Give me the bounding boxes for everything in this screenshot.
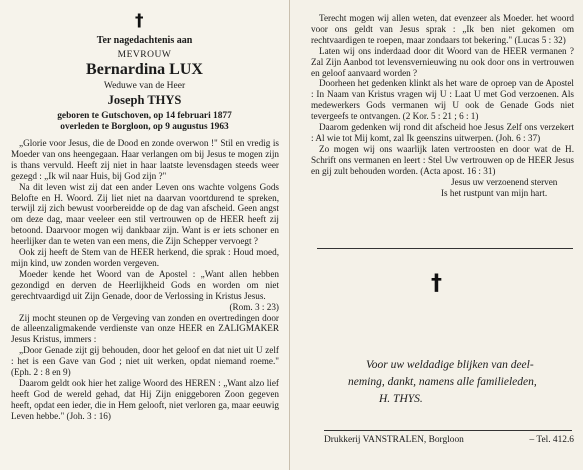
- printer-credit: Drukkerij VANSTRALEN, Borgloon: [324, 435, 464, 445]
- paragraph: Ook zij heeft de Stem van de HEER herkend, die sprak : Houd moed, mijn kind, uw zonden worden vergeven.: [11, 247, 279, 268]
- left-body-text: [11, 138, 279, 422]
- closing-verse-line: Is het rustpunt van mijn hart.: [441, 187, 548, 198]
- right-page: [290, 0, 583, 470]
- thanks-line: Voor uw weldadige blijken van deel-: [366, 359, 534, 371]
- right-body-text: [311, 13, 574, 198]
- spouse-intro: Weduwe van de Heer: [103, 81, 186, 91]
- cross-icon: †: [431, 271, 442, 296]
- paragraph: Daarom geldt ook hier het zalige Woord des HEREN : „Want alzo lief heeft God de wereld gehad, dat Hij Zijn eniggeboren Zoon gegeven heeft, opdat een ieder, die in Hem gelooft, niet verloren ga, maar eeuwig Leven hebbe." (Joh. 3 : 16): [11, 377, 279, 421]
- paragraph: Zij mocht steunen op de Vergeving van zonden en overtredingen door de alleenzaligmakende verdienste van onze HEER en ZALIGMAKER Jesus Kristus, immers :: [11, 312, 279, 345]
- divider: [324, 430, 572, 431]
- closing-verse-line: Jesus uw verzoenend sterven: [451, 176, 558, 187]
- deceased-name: Bernardina LUX: [86, 61, 203, 78]
- paragraph: Doorheen het gedenken klinkt als het ware de oproep van de Apostel : In Naam van Kristus vragen wij U : Laat U met God verzoenen. Als medewerkers Gods vermanen wij U ook de Genade Gods niet tevergeefs te ontvangen. (2 Kor. 5 : 21 ; 6 : 1): [311, 78, 574, 122]
- birth-line: geboren te Gutschoven, op 14 februari 1877: [57, 111, 232, 121]
- paragraph: Terecht mogen wij allen weten, dat evenzeer als Moeder. het woord voor ons geldt van Jesus sprak : „Ik ben niet gekomen om rechtvaardigen te roepen, maar zondaars tot bekering." (Lucas 5 : 32): [311, 13, 574, 45]
- phone-number: Tel. 412.6: [536, 435, 574, 445]
- death-line: overleden te Borgloon, op 9 augustus 1963: [60, 122, 229, 132]
- scripture-reference: (Rom. 3 : 23): [229, 301, 279, 312]
- paragraph: Zo mogen wij ons waarlijk laten vertroosten en door wat de H. Schrift ons vermanen en leert : Stel Uw vertrouwen op de HEER Jesus en gij zult behouden worden. (Acta apost. 16 : 31): [311, 143, 574, 176]
- cross-icon: †: [135, 11, 144, 31]
- signature: H. THYS.: [379, 393, 423, 405]
- title-text: MEVROUW: [117, 50, 172, 60]
- spouse-name: Joseph THYS: [107, 93, 182, 107]
- paragraph: „Door Genade zijt gij behouden, door het geloof en dat niet uit U zelf : het is een Gave van God ; niet uit werken, opdat niemand roeme." (Eph. 2 : 8 en 9): [11, 345, 279, 378]
- paragraph: Laten wij ons inderdaad door dit Woord van de HEER vermanen ? Zal Zijn Aanbod tot levensvernieuwing nu ook door ons in vertrouwen en geloof aanvaard worden ?: [311, 45, 574, 78]
- paragraph: Moeder kende het Woord van de Apostel : „Want allen hebben gezondigd en derven de Heerlijkheid Gods en worden om niet gerechtvaardigd uit Zijn Genade, door de Verlossing in Kristus Jesus.: [11, 268, 279, 301]
- left-page: [0, 0, 290, 470]
- divider: [317, 248, 573, 249]
- paragraph: Daarom gedenken wij rond dit afscheid hoe Jesus Zelf ons verzekert : Al wie tot Mij komt, zal Ik geenszins uitwerpen. (Joh. 6 : 37): [311, 122, 574, 143]
- printer-phone: – Tel. 412.6: [529, 435, 574, 445]
- intro-text: Ter nagedachtenis aan: [96, 35, 193, 46]
- thanks-line: neming, dankt, namens alle familieleden,: [348, 376, 537, 388]
- paragraph: Na dit leven wist zij dat een ander Leven ons wachte volgens Gods Belofte en H. Woord. Zij liet niet na daarvan voortdurend te spreken, terwijl zij zich bewust voorbereidde op de dag van afscheid. Geen angst om deze dag, maar veeleer een stil vertrouwen op de HEER heeft zij betoond. Daarvoor mogen wij dankbaar zijn. Want is er iets schoner en heerlijker dan te weten van een mens, die Zijn Schepper vervoegt ?: [11, 181, 279, 247]
- paragraph: „Glorie voor Jesus, die de Dood en zonde overwon !" Stil en vredig is Moeder van ons heengegaan. Haar verlangen om bij Jesus te mogen zijn is thans vervuld. Heeft zij niet in haar laatste levensdagen steeds weer gezegd : „Ik wil naar Huis, bij God zijn ?": [11, 138, 279, 181]
